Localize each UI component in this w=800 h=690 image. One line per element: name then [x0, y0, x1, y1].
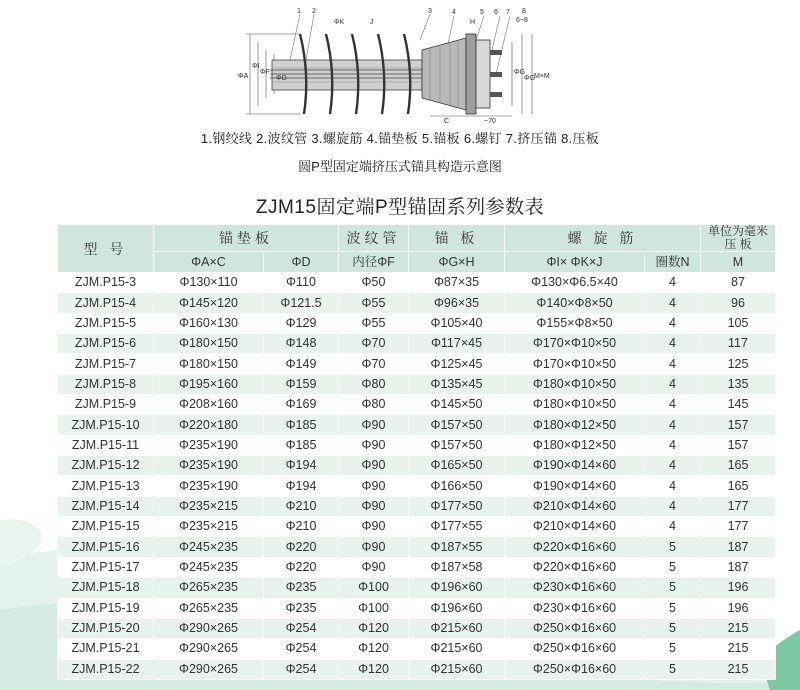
subheader-ikj: ΦI× ΦK×J	[505, 252, 645, 273]
cell-ac: Φ265×235	[154, 598, 264, 618]
cell-m: 215	[701, 639, 776, 659]
cell-model: ZJM.P15-8	[58, 374, 154, 394]
cell-gh: Φ145×50	[409, 395, 505, 415]
drawing-caption: 圆P型固定端挤压式锚具构造示意图	[298, 159, 502, 174]
callout-7: 7	[506, 9, 510, 16]
cell-model: ZJM.P15-21	[58, 639, 154, 659]
table-row	[58, 639, 776, 659]
cell-d: Φ110	[264, 273, 339, 293]
table-row	[58, 415, 776, 435]
cell-ac: Φ245×235	[154, 537, 264, 557]
subheader-f: 内径ΦF	[339, 252, 409, 273]
cell-f: Φ120	[339, 659, 409, 679]
table-row	[58, 334, 776, 354]
cell-ac: Φ290×265	[154, 618, 264, 638]
cell-f: Φ120	[339, 639, 409, 659]
cell-d: Φ185	[264, 415, 339, 435]
cell-m: 215	[701, 618, 776, 638]
cell-ac: Φ290×265	[154, 659, 264, 679]
cell-ac: Φ195×160	[154, 374, 264, 394]
cell-ac: Φ180×150	[154, 334, 264, 354]
cell-d: Φ185	[264, 435, 339, 455]
cell-model: ZJM.P15-16	[58, 537, 154, 557]
cell-m: 135	[701, 374, 776, 394]
cell-f: Φ90	[339, 557, 409, 577]
parts-legend: 1.钢绞线 2.波纹管 3.螺旋筋 4.锚垫板 5.锚板 6.螺钉 7.挤压锚 8.压板	[200, 131, 600, 146]
cell-m: 165	[701, 456, 776, 476]
cell-gh: Φ196×60	[409, 578, 505, 598]
cell-d: Φ235	[264, 578, 339, 598]
cell-d: Φ121.5	[264, 293, 339, 313]
cell-d: Φ220	[264, 537, 339, 557]
cell-f: Φ80	[339, 395, 409, 415]
header-bellows: 波纹管	[339, 225, 409, 252]
cell-ac: Φ160×130	[154, 313, 264, 333]
callout-6: 6	[494, 9, 498, 16]
callout-1: 1	[297, 8, 301, 15]
cell-n: 4	[645, 395, 701, 415]
cell-gh: Φ117×45	[409, 334, 505, 354]
cell-ikj: Φ190×Φ14×60	[505, 456, 645, 476]
cell-gh: Φ157×50	[409, 435, 505, 455]
cell-ikj: Φ180×Φ10×50	[505, 395, 645, 415]
cell-f: Φ50	[339, 273, 409, 293]
cell-gh: Φ196×60	[409, 598, 505, 618]
subheader-ac: ΦA×C	[154, 252, 264, 273]
cell-gh: Φ215×60	[409, 618, 505, 638]
cell-ac: Φ145×120	[154, 293, 264, 313]
cell-gh: Φ105×40	[409, 313, 505, 333]
cell-ac: Φ265×235	[154, 578, 264, 598]
dim-a: ΦA	[238, 73, 249, 80]
cell-ikj: Φ190×Φ14×60	[505, 476, 645, 496]
cell-model: ZJM.P15-18	[58, 578, 154, 598]
cell-d: Φ220	[264, 557, 339, 577]
cell-d: Φ148	[264, 334, 339, 354]
header-anchor-plate: 锚 板	[409, 225, 505, 252]
cell-ikj: Φ230×Φ16×60	[505, 578, 645, 598]
cell-f: Φ55	[339, 293, 409, 313]
cell-gh: Φ157×50	[409, 415, 505, 435]
subheader-d: ΦD	[264, 252, 339, 273]
cell-gh: Φ215×60	[409, 659, 505, 679]
cell-n: 5	[645, 557, 701, 577]
header-spiral: 螺 旋 筋	[505, 225, 701, 252]
cell-ikj: Φ220×Φ16×60	[505, 557, 645, 577]
cell-n: 4	[645, 415, 701, 435]
cell-model: ZJM.P15-15	[58, 517, 154, 537]
cell-model: ZJM.P15-11	[58, 435, 154, 455]
cell-n: 5	[645, 639, 701, 659]
cell-d: Φ169	[264, 395, 339, 415]
cell-n: 4	[645, 273, 701, 293]
cell-d: Φ149	[264, 354, 339, 374]
cell-ikj: Φ180×Φ12×50	[505, 415, 645, 435]
cell-model: ZJM.P15-3	[58, 273, 154, 293]
cell-n: 5	[645, 578, 701, 598]
cell-f: Φ90	[339, 537, 409, 557]
cell-gh: Φ125×45	[409, 354, 505, 374]
cell-m: 105	[701, 313, 776, 333]
table-row	[58, 435, 776, 455]
cell-model: ZJM.P15-19	[58, 598, 154, 618]
cell-d: Φ210	[264, 517, 339, 537]
cell-model: ZJM.P15-14	[58, 496, 154, 516]
table-row	[58, 273, 776, 293]
table-row	[58, 598, 776, 618]
callout-3: 3	[428, 8, 432, 15]
cell-d: Φ194	[264, 476, 339, 496]
cell-d: Φ235	[264, 598, 339, 618]
header-anchor-pad: 锚垫板	[154, 225, 339, 252]
cell-ikj: Φ250×Φ16×60	[505, 659, 645, 679]
cell-ac: Φ235×215	[154, 496, 264, 516]
cell-f: Φ90	[339, 435, 409, 455]
header-model: 型 号	[58, 225, 154, 273]
cell-model: ZJM.P15-20	[58, 618, 154, 638]
cell-f: Φ90	[339, 415, 409, 435]
cell-n: 5	[645, 598, 701, 618]
cell-ac: Φ180×150	[154, 354, 264, 374]
cell-ikj: Φ180×Φ12×50	[505, 435, 645, 455]
cell-m: 145	[701, 395, 776, 415]
cell-ikj: Φ140×Φ8×50	[505, 293, 645, 313]
cell-m: 187	[701, 537, 776, 557]
cell-gh: Φ165×50	[409, 456, 505, 476]
cell-f: Φ90	[339, 517, 409, 537]
cell-model: ZJM.P15-4	[58, 293, 154, 313]
cell-gh: Φ215×60	[409, 639, 505, 659]
cell-f: Φ70	[339, 334, 409, 354]
cell-ac: Φ235×190	[154, 435, 264, 455]
table-row	[58, 578, 776, 598]
cell-n: 4	[645, 293, 701, 313]
table-row	[58, 395, 776, 415]
callout-4: 4	[452, 9, 456, 16]
cell-ikj: Φ220×Φ16×60	[505, 537, 645, 557]
table-row	[58, 293, 776, 313]
cell-n: 4	[645, 435, 701, 455]
cell-gh: Φ187×58	[409, 557, 505, 577]
cell-gh: Φ187×55	[409, 537, 505, 557]
cell-ac: Φ208×160	[154, 395, 264, 415]
cell-gh: Φ135×45	[409, 374, 505, 394]
dim-g1: ΦG	[514, 69, 526, 76]
dim-c: C	[444, 118, 450, 124]
cell-model: ZJM.P15-7	[58, 354, 154, 374]
cell-f: Φ70	[339, 354, 409, 374]
cell-m: 187	[701, 557, 776, 577]
cell-d: Φ254	[264, 618, 339, 638]
cell-ac: Φ235×215	[154, 517, 264, 537]
cell-m: 96	[701, 293, 776, 313]
cell-ac: Φ235×190	[154, 476, 264, 496]
dim-70: ~70	[484, 118, 496, 124]
dim-h: H	[470, 19, 476, 26]
cell-f: Φ120	[339, 618, 409, 638]
cell-model: ZJM.P15-5	[58, 313, 154, 333]
parameter-table	[57, 224, 776, 680]
cell-n: 4	[645, 313, 701, 333]
cell-model: ZJM.P15-13	[58, 476, 154, 496]
cell-m: 157	[701, 415, 776, 435]
callout-5: 5	[480, 9, 484, 16]
anchor-structure-drawing	[230, 4, 570, 124]
cell-m: 177	[701, 496, 776, 516]
cell-ikj: Φ250×Φ16×60	[505, 618, 645, 638]
cell-ikj: Φ180×Φ10×50	[505, 374, 645, 394]
callout-2: 2	[312, 8, 316, 15]
cell-f: Φ100	[339, 598, 409, 618]
cell-n: 5	[645, 659, 701, 679]
cell-d: Φ129	[264, 313, 339, 333]
table-row	[58, 618, 776, 638]
cell-n: 5	[645, 537, 701, 557]
cell-gh: Φ177×55	[409, 517, 505, 537]
cell-ac: Φ130×110	[154, 273, 264, 293]
cell-d: Φ254	[264, 639, 339, 659]
cell-gh: Φ96×35	[409, 293, 505, 313]
header-press-plate	[701, 225, 776, 252]
cell-model: ZJM.P15-6	[58, 334, 154, 354]
table-row	[58, 313, 776, 333]
unit-note: 单位为毫米	[707, 224, 768, 238]
dim-g2: ΦG	[524, 75, 536, 82]
cell-m: 177	[701, 517, 776, 537]
dim-k: ΦK	[334, 19, 345, 26]
dim-mm: M×M	[534, 73, 550, 80]
cell-f: Φ90	[339, 456, 409, 476]
dim-i: ΦI	[252, 63, 260, 70]
cell-m: 165	[701, 476, 776, 496]
table-row	[58, 537, 776, 557]
cell-n: 4	[645, 476, 701, 496]
table-row	[58, 496, 776, 516]
cell-ac: Φ220×180	[154, 415, 264, 435]
callout-8: 8	[522, 8, 526, 15]
cell-ikj: Φ230×Φ16×60	[505, 598, 645, 618]
cell-ac: Φ235×190	[154, 456, 264, 476]
cell-f: Φ80	[339, 374, 409, 394]
dim-f: ΦF	[260, 69, 270, 76]
cell-n: 4	[645, 517, 701, 537]
cell-ikj: Φ170×Φ10×50	[505, 334, 645, 354]
cell-ikj: Φ210×Φ14×60	[505, 517, 645, 537]
table-row	[58, 659, 776, 679]
cell-m: 215	[701, 659, 776, 679]
dim-j: J	[370, 19, 374, 26]
table-row	[58, 557, 776, 577]
subheader-n: 圈数N	[645, 252, 701, 273]
cell-model: ZJM.P15-9	[58, 395, 154, 415]
table-title: ZJM15固定端P型锚固系列参数表	[255, 197, 545, 218]
cell-model: ZJM.P15-12	[58, 456, 154, 476]
cell-gh: Φ177×50	[409, 496, 505, 516]
cell-ikj: Φ155×Φ8×50	[505, 313, 645, 333]
cell-n: 4	[645, 374, 701, 394]
dim-d: ΦD	[276, 75, 287, 82]
cell-n: 4	[645, 354, 701, 374]
cell-ikj: Φ170×Φ10×50	[505, 354, 645, 374]
cell-ac: Φ290×265	[154, 639, 264, 659]
subheader-gh: ΦG×H	[409, 252, 505, 273]
cell-gh: Φ87×35	[409, 273, 505, 293]
cell-n: 5	[645, 618, 701, 638]
subheader-m: M	[701, 252, 776, 273]
cell-f: Φ55	[339, 313, 409, 333]
cell-f: Φ100	[339, 578, 409, 598]
cell-n: 4	[645, 334, 701, 354]
table-row	[58, 374, 776, 394]
cell-gh: Φ166×50	[409, 476, 505, 496]
cell-d: Φ194	[264, 456, 339, 476]
table-row	[58, 476, 776, 496]
cell-m: 157	[701, 435, 776, 455]
cell-d: Φ210	[264, 496, 339, 516]
cell-m: 196	[701, 598, 776, 618]
cell-n: 4	[645, 456, 701, 476]
cell-model: ZJM.P15-17	[58, 557, 154, 577]
cell-f: Φ90	[339, 476, 409, 496]
cell-m: 117	[701, 334, 776, 354]
cell-f: Φ90	[339, 496, 409, 516]
cell-m: 125	[701, 354, 776, 374]
cell-ikj: Φ210×Φ14×60	[505, 496, 645, 516]
table-row	[58, 456, 776, 476]
cell-ac: Φ245×235	[154, 557, 264, 577]
table-row	[58, 517, 776, 537]
press-plate-label: 压 板	[724, 237, 752, 251]
cell-m: 87	[701, 273, 776, 293]
cell-d: Φ159	[264, 374, 339, 394]
cell-ikj: Φ250×Φ16×60	[505, 639, 645, 659]
cell-n: 4	[645, 496, 701, 516]
callout-6-8: 6~8	[516, 17, 528, 24]
cell-m: 196	[701, 578, 776, 598]
cell-model: ZJM.P15-10	[58, 415, 154, 435]
cell-model: ZJM.P15-22	[58, 659, 154, 679]
table-body	[58, 273, 776, 680]
cell-ikj: Φ130×Φ6.5×40	[505, 273, 645, 293]
table-row	[58, 354, 776, 374]
cell-d: Φ254	[264, 659, 339, 679]
